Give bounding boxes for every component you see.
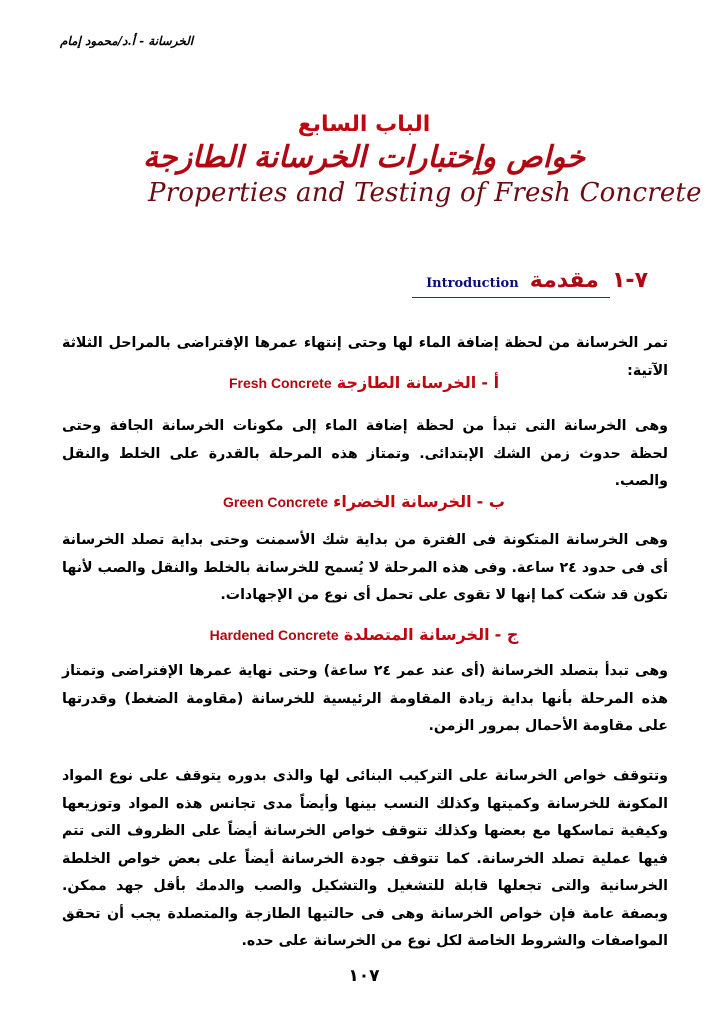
section-title-english: Introduction [426, 276, 519, 291]
section-heading [426, 268, 648, 293]
stage-letter: ب - [476, 492, 505, 511]
chapter-title-arabic: خواص وإختبارات الخرسانة الطازجة [142, 140, 586, 175]
stage-text-hardened: وهى تبدأ بتصلد الخرسانة (أى عند عمر ٢٤ ساعة) وحتى نهاية عمرها الإفتراضى وتمتاز هذه المرحلة بأنها بداية زيادة المقاومة الرئيسية للخرسانة (مقاومة الضغط) وقدرتها على مقاومة الأحمال بمرور الزمن. [62, 663, 668, 734]
intro-paragraph: تمر الخرسانة من لحظة إضافة الماء لها وحتى إنتهاء عمرها الإفتراضى بالمراحل الثلاثة الآتية: [62, 335, 668, 379]
section-title-arabic: مقدمة [529, 268, 599, 293]
chapter-title-english: Properties and Testing of Fresh Concrete [148, 178, 702, 208]
closing-paragraph: وتتوقف خواص الخرسانة على التركيب البنائى لها والذى بدوره يتوقف على نوع المواد المكونة للخرسانة وكميتها وكذلك النسب بينها وأيضاً مدى تجانس هذه المواد وتوزيعها وكيفية تماسكها مع بعضها وكذلك تتوقف خواص الخرسانة أيضاً على الظروف التى تتم فيها عملية تصلد الخرسانة. كما تتوقف جودة الخرسانة أيضاً على بعض خواص الخلطة الخرسانية والتى تجعلها قابلة للتشغيل والتشكيل والصب والدمك بأقل جهد ممكن. وبصفة عامة فإن خواص الخرسانة وهى فى حالتيها الطازجة والمتصلدة يجب أن تحقق المواصفات والشروط الخاصة لكل نوع من الخرسانة على حده. [62, 768, 668, 949]
stage-title-english: Green Concrete [223, 494, 329, 510]
chapter-label: الباب السابع [297, 112, 431, 137]
stage-title-arabic: الخرسانة المتصلدة [343, 625, 490, 644]
stage-title-arabic: الخرسانة الطازجة [336, 373, 477, 392]
stage-heading-fresh [0, 373, 728, 392]
stage-text-green: وهى الخرسانة المتكونة فى الفترة من بداية شك الأسمنت وحتى بداية تصلد الخرسانة أى فى حدود ٢٤ ساعة. وفى هذه المرحلة لا يُسمح للخرسانة بالخلط والنقل والصب لأنها تكون قد شكت كما إنها لا تقوى على تحمل أى نوع من الإجهادات. [62, 532, 668, 603]
stage-letter: ج - [494, 625, 519, 644]
stage-title-arabic: الخرسانة الخضراء [333, 492, 472, 511]
stage-text-fresh: وهى الخرسانة التى تبدأ من لحظة إضافة الماء إلى مكونات الخرسانة الجافة وحتى لحظة حدوث زمن الشك الإبتدائى. وتمتاز هذه المرحلة بالقدرة على الخلط والنقل والصب. [62, 418, 668, 489]
stage-heading-hardened [0, 625, 728, 644]
stage-title-english: Fresh Concrete [228, 375, 332, 391]
stage-title-english: Hardened Concrete [209, 627, 339, 643]
stage-heading-green [0, 492, 728, 511]
page-number: ١٠٧ [348, 966, 380, 986]
section-number: ٧-١ [611, 268, 648, 293]
stage-letter: أ - [481, 373, 500, 392]
section-underline [412, 297, 610, 298]
running-head: الخرسانة - أ.د/محمود إمام [60, 34, 194, 48]
